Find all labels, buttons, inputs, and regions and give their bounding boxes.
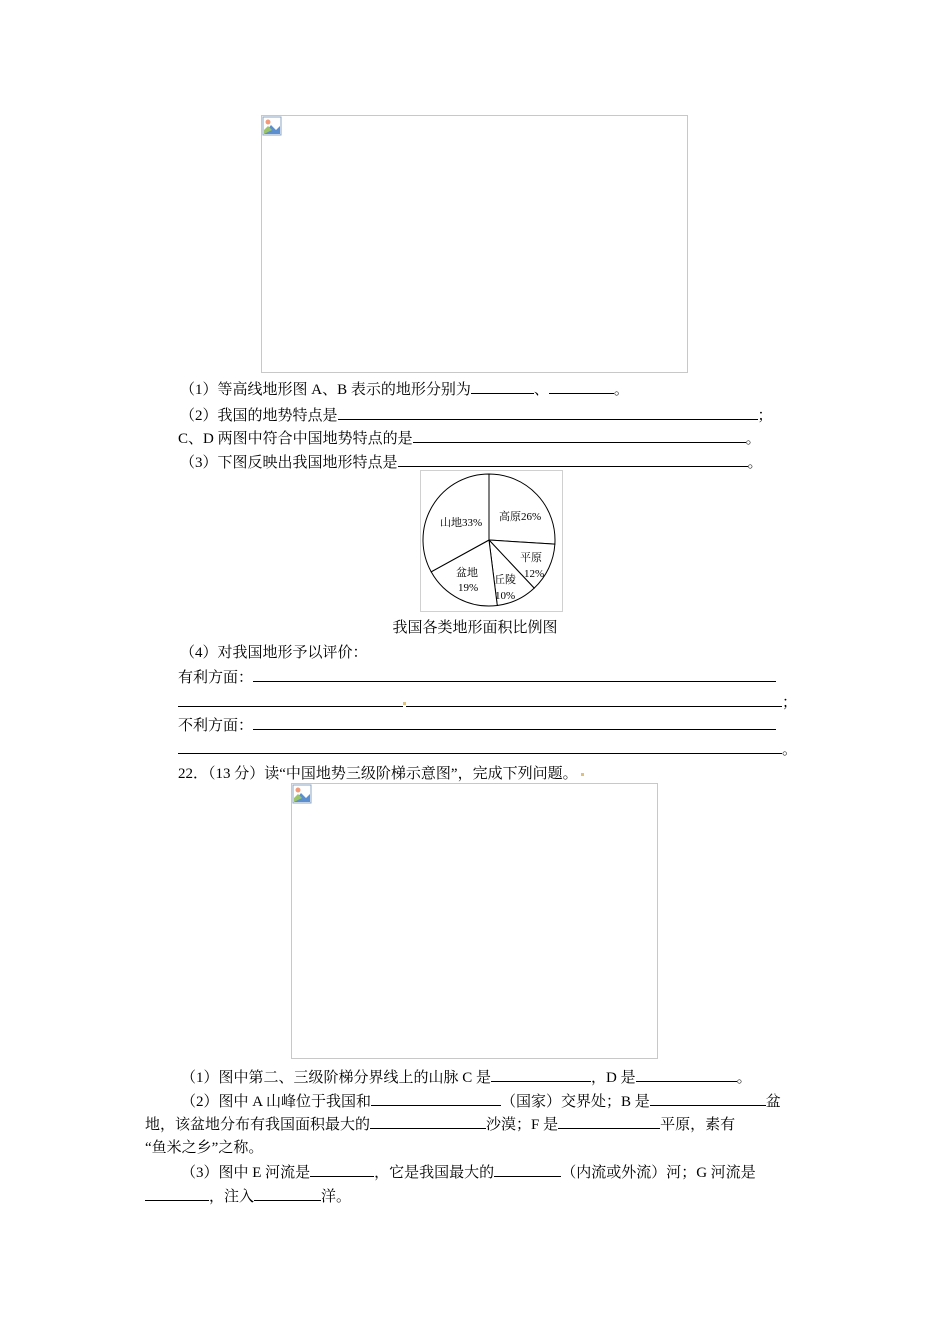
- label-plateau: 高原26%: [499, 511, 542, 523]
- label-basin-pct: 19%: [458, 582, 479, 594]
- chart-title: 我国各类地形面积比例图: [392, 620, 558, 636]
- q21-disadvantages: 不利方面：: [178, 715, 776, 736]
- label-plain: 平原: [520, 552, 542, 564]
- q21-part1: （1）等高线地形图 A、B 表示的地形分别为 、 。: [180, 379, 629, 400]
- label-plain-pct: 12%: [524, 568, 545, 580]
- q21-part2b: C、D 两图中符合中国地势特点的是 。: [178, 428, 761, 449]
- q22-part1: （1）图中第二、三级阶梯分界线上的山脉 C 是 ，D 是 。: [181, 1067, 752, 1088]
- q21-part4: （4）对我国地形予以评价：: [180, 645, 368, 661]
- answer-blank[interactable]: [491, 1067, 591, 1082]
- answer-blank[interactable]: [145, 1186, 209, 1201]
- answer-blank[interactable]: [558, 1114, 660, 1129]
- q21-advantages-line2: ；: [178, 692, 797, 713]
- mark-dot: [581, 773, 584, 776]
- answer-blank[interactable]: [413, 428, 746, 443]
- answer-blank[interactable]: [398, 452, 748, 467]
- q22-part3b: ，注入 洋。: [145, 1186, 351, 1207]
- answer-blank[interactable]: [254, 1186, 321, 1201]
- terrain-pie-chart: [420, 470, 563, 612]
- q22-part2: （2）图中 A 山峰位于我国和 （国家）交界处；B 是 盆: [181, 1091, 781, 1112]
- answer-blank[interactable]: [650, 1091, 766, 1106]
- label-hills: 丘陵: [494, 574, 516, 586]
- answer-blank[interactable]: [253, 667, 776, 682]
- answer-blank[interactable]: [406, 692, 782, 707]
- q21-disadvantages-line2: 。: [178, 739, 797, 760]
- answer-blank[interactable]: [471, 379, 534, 394]
- q21-advantages: 有利方面：: [178, 667, 776, 688]
- answer-blank[interactable]: [549, 379, 614, 394]
- q22-part2c: “鱼米之乡”之称。: [145, 1140, 264, 1156]
- answer-blank[interactable]: [178, 739, 782, 754]
- q22-part3: （3）图中 E 河流是 ，它是我国最大的 （内流或外流）河；G 河流是: [181, 1162, 756, 1183]
- q22-part2b: 地，该盆地分布有我国面积最大的 沙漠；F 是 平原，素有: [145, 1114, 735, 1135]
- label-basin: 盆地: [456, 567, 478, 579]
- broken-image-icon: [292, 784, 312, 804]
- label-hills-pct: 10%: [495, 590, 516, 602]
- answer-blank[interactable]: [636, 1067, 737, 1082]
- broken-image-icon: [262, 116, 282, 136]
- answer-blank[interactable]: [371, 1091, 501, 1106]
- answer-blank[interactable]: [338, 405, 758, 420]
- answer-blank[interactable]: [310, 1162, 374, 1177]
- terrain-steps-image-placeholder: [291, 783, 658, 1059]
- label-mountain: 山地33%: [440, 517, 483, 529]
- answer-blank[interactable]: [494, 1162, 561, 1177]
- answer-blank[interactable]: [253, 715, 776, 730]
- q21-part3: （3）下图反映出我国地形特点是 。: [180, 452, 763, 473]
- answer-blank[interactable]: [370, 1114, 486, 1129]
- terrain-map-image-placeholder: [261, 115, 688, 373]
- q22-header: 22．（13 分）读“中国地势三级阶梯示意图”，完成下列问题。: [178, 764, 584, 784]
- q21-part2: （2）我国的地势特点是 ；: [180, 405, 773, 426]
- answer-blank[interactable]: [178, 692, 403, 707]
